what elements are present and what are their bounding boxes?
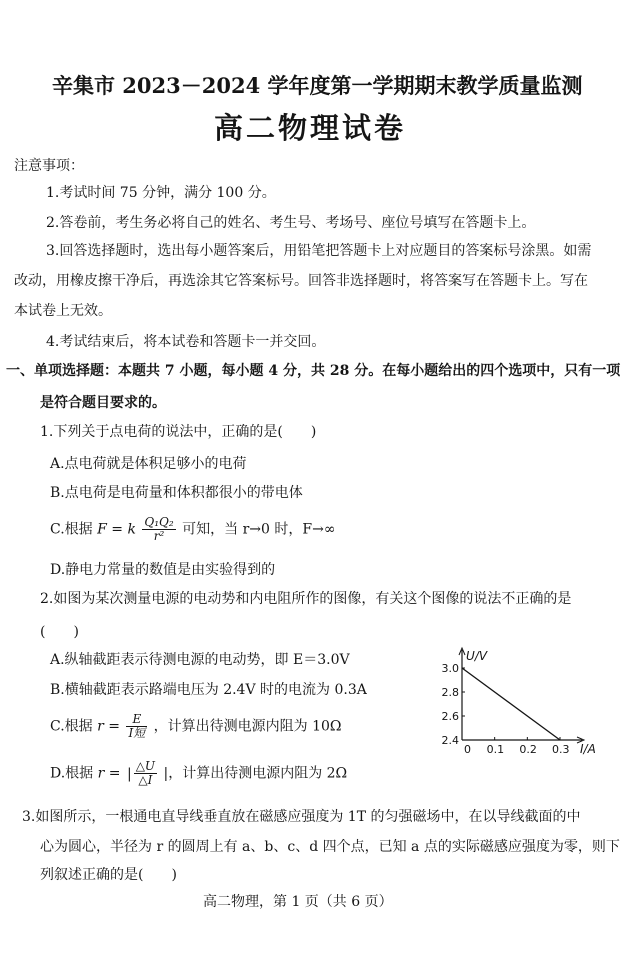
note-item-3: 3.回答选择题时，选出每小题答案后，用铅笔把答题卡上对应题目的答案标号涂黑。如需 xyxy=(46,243,592,259)
notes-heading: 注意事项： xyxy=(14,158,84,174)
q2-option-b: B.横轴截距表示路端电压为 2.4V 时的电流为 0.3A xyxy=(50,682,367,698)
q1-formula-lhs: F = k xyxy=(97,521,136,538)
q2-d-formula-lhs: r = xyxy=(97,765,121,782)
q2-option-d-prefix: D.根据 xyxy=(50,765,94,782)
exam-title: 辛集市 2023－2024 学年度第一学期期末教学质量监测 xyxy=(52,73,583,98)
q1-option-d: D.静电力常量的数值是由实验得到的 xyxy=(50,562,276,578)
fraction-d-denominator: △I xyxy=(138,773,153,787)
coulomb-denominator: r² xyxy=(153,529,165,543)
q3-stem: 3.如图所示，一根通电直导线垂直放在磁感应强度为 1T 的匀强磁场中，在以导线截面的中 xyxy=(22,809,581,825)
y-tick-label: 3.0 xyxy=(441,662,459,675)
q2-option-c-prefix: C.根据 xyxy=(50,718,93,735)
resistance-fraction-c xyxy=(126,713,147,740)
coulomb-fraction xyxy=(142,516,175,543)
exam-subtitle: 高二物理试卷 xyxy=(214,111,407,145)
y-tick-label: 2.8 xyxy=(441,686,459,699)
note-item-4: 4.考试结束后，将本试卷和答题卡一并交回。 xyxy=(46,334,326,350)
q1-option-b: B.点电荷是电荷量和体积都很小的带电体 xyxy=(50,485,303,501)
section-heading-cont: 是符合题目要求的。 xyxy=(40,395,166,411)
coulomb-numerator: Q₁Q₂ xyxy=(144,515,174,529)
q2-option-c xyxy=(50,713,342,740)
note-item-2: 2.答卷前，考生务必将自己的姓名、考生号、考场号、座位号填写在答题卡上。 xyxy=(46,215,536,231)
x-tick-label: 0.3 xyxy=(552,743,570,756)
fraction-d-numerator: △U xyxy=(135,759,156,773)
q3-stem-cont: 心为圆心，半径为 r 的圆周上有 a、b、c、d 四个点，已知 a 点的实际磁感应强度为零，则下 xyxy=(40,839,620,855)
q2-option-c-suffix: ，计算出待测电源内阻为 10Ω xyxy=(153,718,342,735)
note-item-3-cont: 改动，用橡皮擦干净后，再选涂其它答案标号。回答非选择题时，将答案写在答题卡上。写在 xyxy=(14,273,588,289)
x-tick-label: 0.2 xyxy=(519,743,537,756)
q2-option-d-suffix: |，计算出待测电源内阻为 2Ω xyxy=(163,765,348,782)
q1-option-c xyxy=(50,516,336,543)
section-heading: 一、单项选择题：本题共 7 小题，每小题 4 分，共 28 分。在每小题给出的四个选项中，只有一项 xyxy=(6,363,621,379)
x-axis-label: I/A xyxy=(580,742,596,756)
q2-stem: 2.如图为某次测量电源的电动势和内电阻所作的图像，有关这个图像的说法不正确的是 xyxy=(40,591,572,607)
u-i-graph xyxy=(420,640,620,760)
q2-option-a: A.纵轴截距表示待测电源的电动势，即 E＝3.0V xyxy=(50,652,350,668)
q2-stem-cont: ( ) xyxy=(40,624,79,640)
q1-option-c-suffix: 可知，当 r→0 时，F→∞ xyxy=(182,521,336,538)
q2-option-d: D.根据 r = | $\frac{\triangle U}{\triangle I}$ |，计算出待测电源内阻为 2Ω xyxy=(50,759,348,787)
note-item-3-end: 本试卷上无效。 xyxy=(14,303,112,319)
fraction-c-numerator: E xyxy=(126,713,147,727)
q1-option-a: A.点电荷就是体积足够小的电荷 xyxy=(50,456,247,472)
q1-option-c-prefix: C.根据 xyxy=(50,521,93,538)
note-item-1: 1.考试时间 75 分钟，满分 100 分。 xyxy=(46,185,276,201)
resistance-fraction-d xyxy=(134,760,157,787)
y-tick-label: 2.4 xyxy=(441,734,459,747)
q3-stem-end: 列叙述正确的是( ) xyxy=(40,867,177,883)
y-axis-label: U/V xyxy=(466,649,488,663)
y-tick-label: 2.6 xyxy=(441,710,459,723)
data-line xyxy=(462,668,560,740)
x-tick-label: 0.1 xyxy=(486,743,505,756)
q1-stem: 1.下列关于点电荷的说法中，正确的是( ) xyxy=(40,424,317,440)
fraction-c-denominator: I短 xyxy=(128,726,146,740)
q2-c-formula-lhs: r = xyxy=(97,718,120,735)
x-tick-label: 0 xyxy=(464,743,471,756)
page-footer: 高二物理，第 1 页（共 6 页） xyxy=(203,894,393,910)
